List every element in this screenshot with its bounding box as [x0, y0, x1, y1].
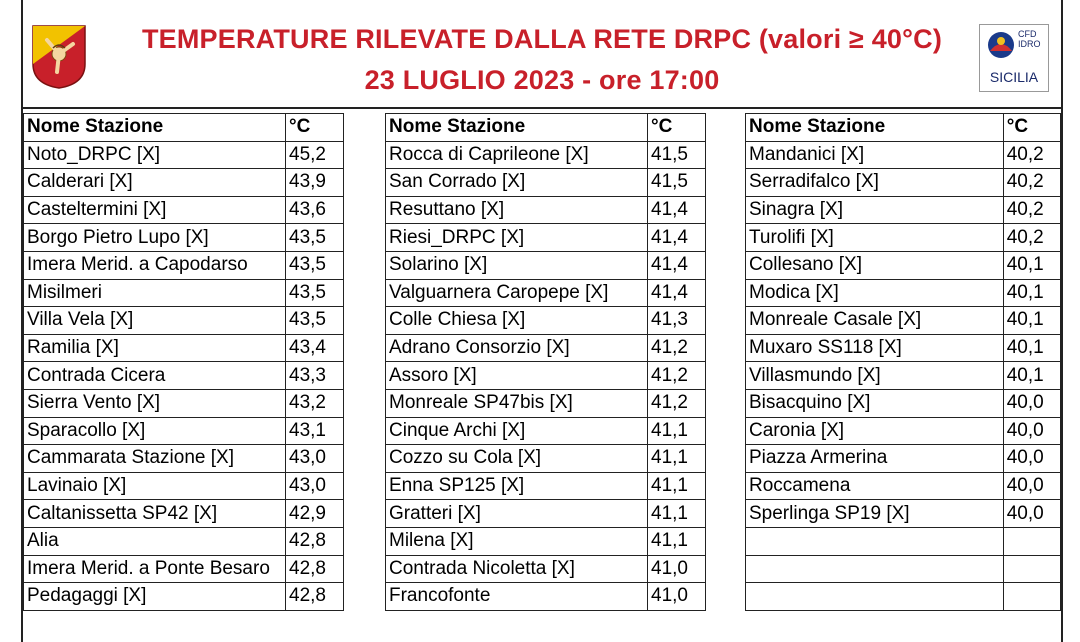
table-row	[386, 445, 706, 473]
bulletin-title: TEMPERATURE RILEVATE DALLA RETE DRPC (valori ≥ 40°C)	[141, 24, 943, 54]
station-temperature: 41,4	[648, 224, 706, 252]
table-row	[746, 334, 1061, 362]
station-name: Villa Vela [X]	[24, 307, 286, 335]
station-temperature: 40,2	[1003, 224, 1060, 252]
station-temperature	[1003, 527, 1060, 555]
station-name: Caltanissetta SP42 [X]	[24, 500, 286, 528]
station-name: Modica [X]	[746, 279, 1004, 307]
table-row	[24, 279, 344, 307]
station-name-header: Nome Stazione	[24, 114, 286, 142]
station-name: Sperlinga SP19 [X]	[746, 500, 1004, 528]
station-temperature: 43,2	[286, 389, 344, 417]
table-row	[746, 445, 1061, 473]
station-temperature: 41,1	[648, 472, 706, 500]
station-temperature: 40,2	[1003, 196, 1060, 224]
table-row	[746, 417, 1061, 445]
station-temperature: 42,9	[286, 500, 344, 528]
station-name: Serradifalco [X]	[746, 169, 1004, 197]
station-temperature: 43,1	[286, 417, 344, 445]
station-temperature: 43,0	[286, 445, 344, 473]
station-name: Sparacollo [X]	[24, 417, 286, 445]
station-name: Cozzo su Cola [X]	[386, 445, 648, 473]
table-row	[746, 362, 1061, 390]
table-row	[746, 251, 1061, 279]
table-row	[746, 389, 1061, 417]
table-row	[386, 196, 706, 224]
station-temperature: 41,1	[648, 417, 706, 445]
table-row	[24, 527, 344, 555]
station-name	[746, 583, 1004, 611]
table-row	[386, 141, 706, 169]
table-row	[746, 196, 1061, 224]
station-temperature: 40,1	[1003, 362, 1060, 390]
station-temperature: 41,0	[648, 583, 706, 611]
table-row	[386, 472, 706, 500]
station-name: Misilmeri	[24, 279, 286, 307]
table-row	[386, 334, 706, 362]
table-row	[24, 169, 344, 197]
station-temperature: 40,1	[1003, 279, 1060, 307]
bulletin-sheet	[21, 0, 1063, 642]
cfd-label: CFD IDRO	[1018, 29, 1041, 49]
station-name: Milena [X]	[386, 527, 648, 555]
station-temperature: 43,0	[286, 472, 344, 500]
station-name: Collesano [X]	[746, 251, 1004, 279]
table-row	[746, 307, 1061, 335]
table-row	[386, 224, 706, 252]
station-name: Francofonte	[386, 583, 648, 611]
station-temperature: 41,2	[648, 389, 706, 417]
station-name: Calderari [X]	[24, 169, 286, 197]
station-name: Sinagra [X]	[746, 196, 1004, 224]
station-temperature: 41,2	[648, 334, 706, 362]
header-divider	[23, 107, 1061, 109]
station-temperature: 43,6	[286, 196, 344, 224]
table-row	[746, 555, 1061, 583]
cfd-sicilia-logo	[979, 24, 1049, 92]
station-temperature: 41,3	[648, 307, 706, 335]
station-temperature: 40,0	[1003, 389, 1060, 417]
table-row	[386, 251, 706, 279]
table-row	[24, 389, 344, 417]
station-name: Ramilia [X]	[24, 334, 286, 362]
table-row	[24, 251, 344, 279]
table-row	[386, 389, 706, 417]
table-row	[746, 500, 1061, 528]
bulletin-header	[23, 0, 1061, 108]
station-temperature: 41,1	[648, 445, 706, 473]
station-temperature: 43,4	[286, 334, 344, 362]
station-name: Alia	[24, 527, 286, 555]
station-name: Pedagaggi [X]	[24, 583, 286, 611]
station-name: Valguarnera Caropepe [X]	[386, 279, 648, 307]
station-name	[746, 527, 1004, 555]
station-name: Colle Chiesa [X]	[386, 307, 648, 335]
station-name: Assoro [X]	[386, 362, 648, 390]
station-name-header: Nome Stazione	[386, 114, 648, 142]
station-temperature: 43,5	[286, 251, 344, 279]
station-name: Monreale Casale [X]	[746, 307, 1004, 335]
station-temperature: 43,9	[286, 169, 344, 197]
table-row	[386, 583, 706, 611]
station-temperature: 40,1	[1003, 307, 1060, 335]
station-name: Monreale SP47bis [X]	[386, 389, 648, 417]
table-row	[386, 279, 706, 307]
station-name-header: Nome Stazione	[746, 114, 1004, 142]
stations-table-col2	[385, 113, 706, 611]
table-row	[386, 169, 706, 197]
table-row	[24, 472, 344, 500]
table-row	[746, 279, 1061, 307]
stations-table-col3	[745, 113, 1061, 611]
table-row	[24, 307, 344, 335]
station-name: Adrano Consorzio [X]	[386, 334, 648, 362]
station-name: Imera Merid. a Ponte Besaro	[24, 555, 286, 583]
station-temperature: 40,0	[1003, 445, 1060, 473]
station-name: Roccamena	[746, 472, 1004, 500]
station-name: Imera Merid. a Capodarso	[24, 251, 286, 279]
table-row	[386, 362, 706, 390]
station-name: Enna SP125 [X]	[386, 472, 648, 500]
station-temperature: 41,5	[648, 169, 706, 197]
table-row	[746, 583, 1061, 611]
station-name: Casteltermini [X]	[24, 196, 286, 224]
station-temperature: 40,2	[1003, 169, 1060, 197]
station-name: Borgo Pietro Lupo [X]	[24, 224, 286, 252]
station-temperature	[1003, 555, 1060, 583]
station-name: San Corrado [X]	[386, 169, 648, 197]
table-header-row	[386, 114, 706, 142]
station-name: Cammarata Stazione [X]	[24, 445, 286, 473]
station-name	[746, 555, 1004, 583]
station-temperature: 43,5	[286, 307, 344, 335]
table-row	[24, 417, 344, 445]
station-temperature: 41,4	[648, 196, 706, 224]
station-temperature: 41,1	[648, 500, 706, 528]
station-temperature: 40,0	[1003, 472, 1060, 500]
table-row	[24, 362, 344, 390]
station-temperature: 41,4	[648, 251, 706, 279]
bulletin-date: 23 LUGLIO 2023 - ore 17:00	[364, 65, 720, 95]
station-temperature: 40,1	[1003, 334, 1060, 362]
station-name: Riesi_DRPC [X]	[386, 224, 648, 252]
table-row	[24, 445, 344, 473]
station-temperature: 42,8	[286, 555, 344, 583]
table-row	[24, 583, 344, 611]
table-row	[24, 555, 344, 583]
table-row	[746, 472, 1061, 500]
station-name: Contrada Cicera	[24, 362, 286, 390]
station-name: Contrada Nicoletta [X]	[386, 555, 648, 583]
table-header-row	[24, 114, 344, 142]
temperature-header: °C	[648, 114, 706, 142]
station-name: Piazza Armerina	[746, 445, 1004, 473]
station-temperature: 41,4	[648, 279, 706, 307]
table-row	[746, 169, 1061, 197]
table-row	[24, 196, 344, 224]
station-temperature: 45,2	[286, 141, 344, 169]
station-temperature: 42,8	[286, 527, 344, 555]
station-name: Mandanici [X]	[746, 141, 1004, 169]
table-row	[386, 307, 706, 335]
table-row	[746, 527, 1061, 555]
table-row	[24, 224, 344, 252]
table-row	[24, 500, 344, 528]
sicilia-label: SICILIA	[989, 69, 1039, 85]
station-temperature: 40,0	[1003, 417, 1060, 445]
station-name: Noto_DRPC [X]	[24, 141, 286, 169]
station-temperature	[1003, 583, 1060, 611]
station-temperature: 41,1	[648, 527, 706, 555]
station-name: Muxaro SS118 [X]	[746, 334, 1004, 362]
station-name: Resuttano [X]	[386, 196, 648, 224]
station-name: Solarino [X]	[386, 251, 648, 279]
table-row	[386, 417, 706, 445]
station-name: Lavinaio [X]	[24, 472, 286, 500]
station-temperature: 40,0	[1003, 500, 1060, 528]
table-row	[386, 555, 706, 583]
station-name: Villasmundo [X]	[746, 362, 1004, 390]
table-row	[386, 527, 706, 555]
station-temperature: 43,5	[286, 279, 344, 307]
station-temperature: 43,3	[286, 362, 344, 390]
station-name: Gratteri [X]	[386, 500, 648, 528]
table-row	[746, 141, 1061, 169]
station-temperature: 41,0	[648, 555, 706, 583]
station-temperature: 41,2	[648, 362, 706, 390]
table-row	[386, 500, 706, 528]
table-row	[746, 224, 1061, 252]
station-temperature: 41,5	[648, 141, 706, 169]
temperature-header: °C	[286, 114, 344, 142]
temperature-header: °C	[1003, 114, 1060, 142]
stations-table-col1	[23, 113, 344, 611]
station-temperature: 40,1	[1003, 251, 1060, 279]
station-name: Rocca di Caprileone [X]	[386, 141, 648, 169]
station-name: Cinque Archi [X]	[386, 417, 648, 445]
station-temperature: 40,2	[1003, 141, 1060, 169]
station-temperature: 43,5	[286, 224, 344, 252]
table-row	[24, 334, 344, 362]
station-temperature: 42,8	[286, 583, 344, 611]
table-header-row	[746, 114, 1061, 142]
station-name: Turolifi [X]	[746, 224, 1004, 252]
table-row	[24, 141, 344, 169]
station-name: Bisacquino [X]	[746, 389, 1004, 417]
station-name: Caronia [X]	[746, 417, 1004, 445]
station-name: Sierra Vento [X]	[24, 389, 286, 417]
